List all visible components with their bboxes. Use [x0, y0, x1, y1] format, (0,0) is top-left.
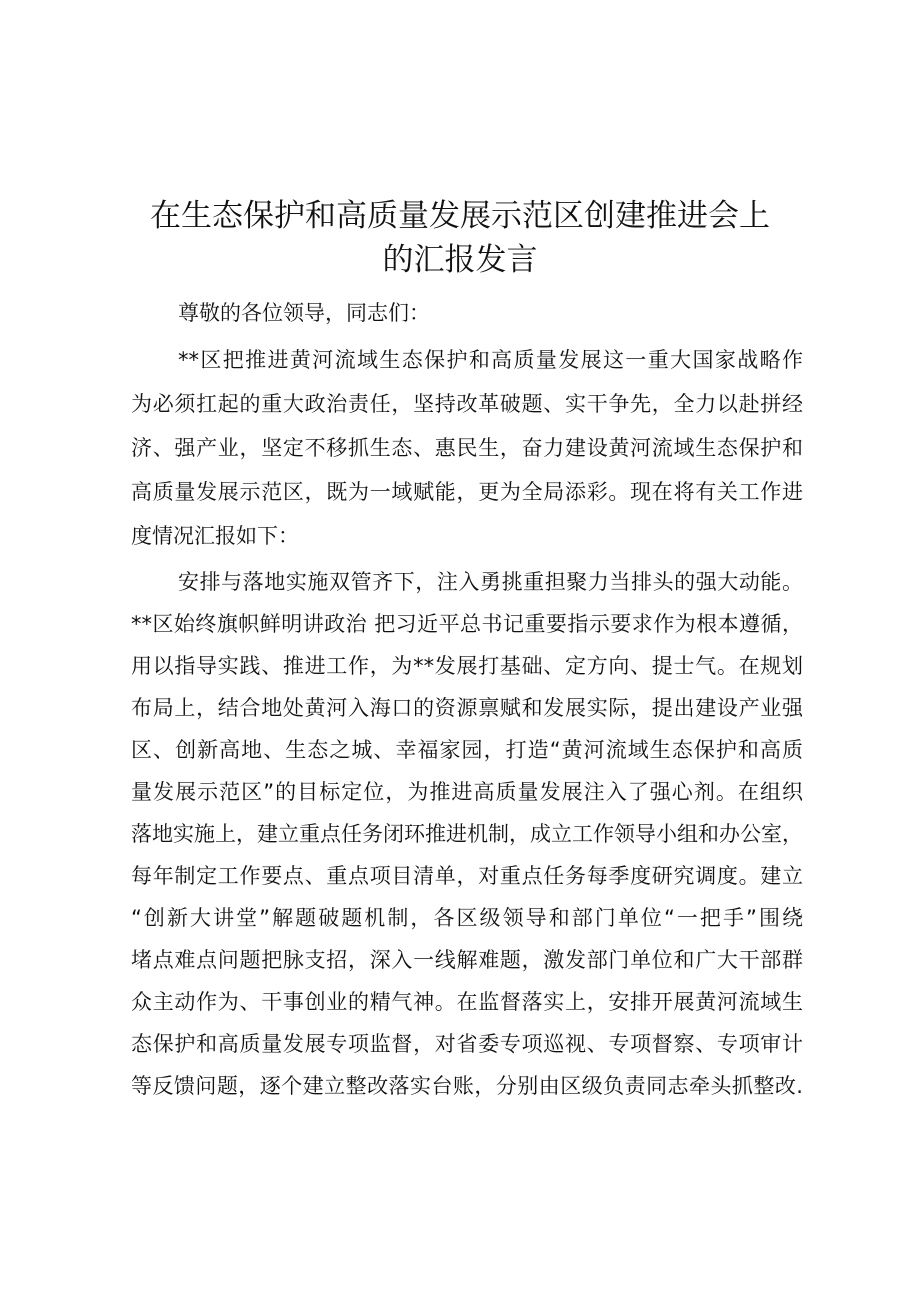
paragraph-1-line: 济、强产业，坚定不移抓生态、惠民生，奋力建设黄河流域生态保护和 [131, 436, 803, 460]
paragraph-2-line: 每年制定工作要点、重点项目清单，对重点任务每季度研究调度。建立 [131, 864, 803, 888]
paragraph-1-line: 为必须扛起的重大政治责任，坚持改革破题、实干争先，全力以赴拼经 [131, 392, 803, 416]
paragraph-1-line: **区把推进黄河流域生态保护和高质量发展这一重大国家战略作 [178, 348, 803, 372]
paragraph-1-line: 高质量发展示范区，既为一域赋能，更为全局添彩。现在将有关工作进 [131, 480, 803, 504]
title-line-1: 在生态保护和高质量发展示范区创建推进会上 [150, 198, 770, 234]
paragraph-2-line: 用以指导实践、推进工作，为**发展打基础、定方向、提士气。在规划 [131, 654, 803, 678]
paragraph-2-line: 落地实施上，建立重点任务闭环推进机制，成立工作领导小组和办公室， [131, 822, 803, 846]
paragraph-2-line: 等反馈问题，逐个建立整改落实台账，分别由区级负责同志牵头抓整改. [131, 1074, 803, 1098]
paragraph-2-line: 安排与落地实施双管齐下，注入勇挑重担聚力当排头的强大动能。 [178, 570, 803, 594]
paragraph-1-line: 度情况汇报如下： [131, 524, 299, 548]
title-line-2: 的汇报发言 [382, 242, 538, 278]
salutation: 尊敬的各位领导，同志们： [178, 301, 430, 325]
paragraph-2-line: 态保护和高质量发展专项监督，对省委专项巡视、专项督察、专项审计 [131, 1032, 803, 1056]
paragraph-2-line: 众主动作为、干事创业的精气神。在监督落实上，安排开展黄河流域生 [131, 990, 803, 1014]
paragraph-2-line: **区始终旗帜鲜明讲政治 把习近平总书记重要指示要求作为根本遵循， [131, 612, 803, 636]
paragraph-2-line: 区、创新高地、生态之城、幸福家园，打造“黄河流域生态保护和高质 [131, 738, 803, 762]
paragraph-2-line: “创新大讲堂”解题破题机制，各区级领导和部门单位“一把手”围绕 [131, 906, 803, 930]
paragraph-2-line: 量发展示范区”的目标定位，为推进高质量发展注入了强心剂。在组织 [131, 780, 803, 804]
paragraph-2-line: 堵点难点问题把脉支招，深入一线解难题，激发部门单位和广大干部群 [131, 948, 803, 972]
paragraph-2-line: 布局上，结合地处黄河入海口的资源禀赋和发展实际，提出建设产业强 [131, 696, 803, 720]
